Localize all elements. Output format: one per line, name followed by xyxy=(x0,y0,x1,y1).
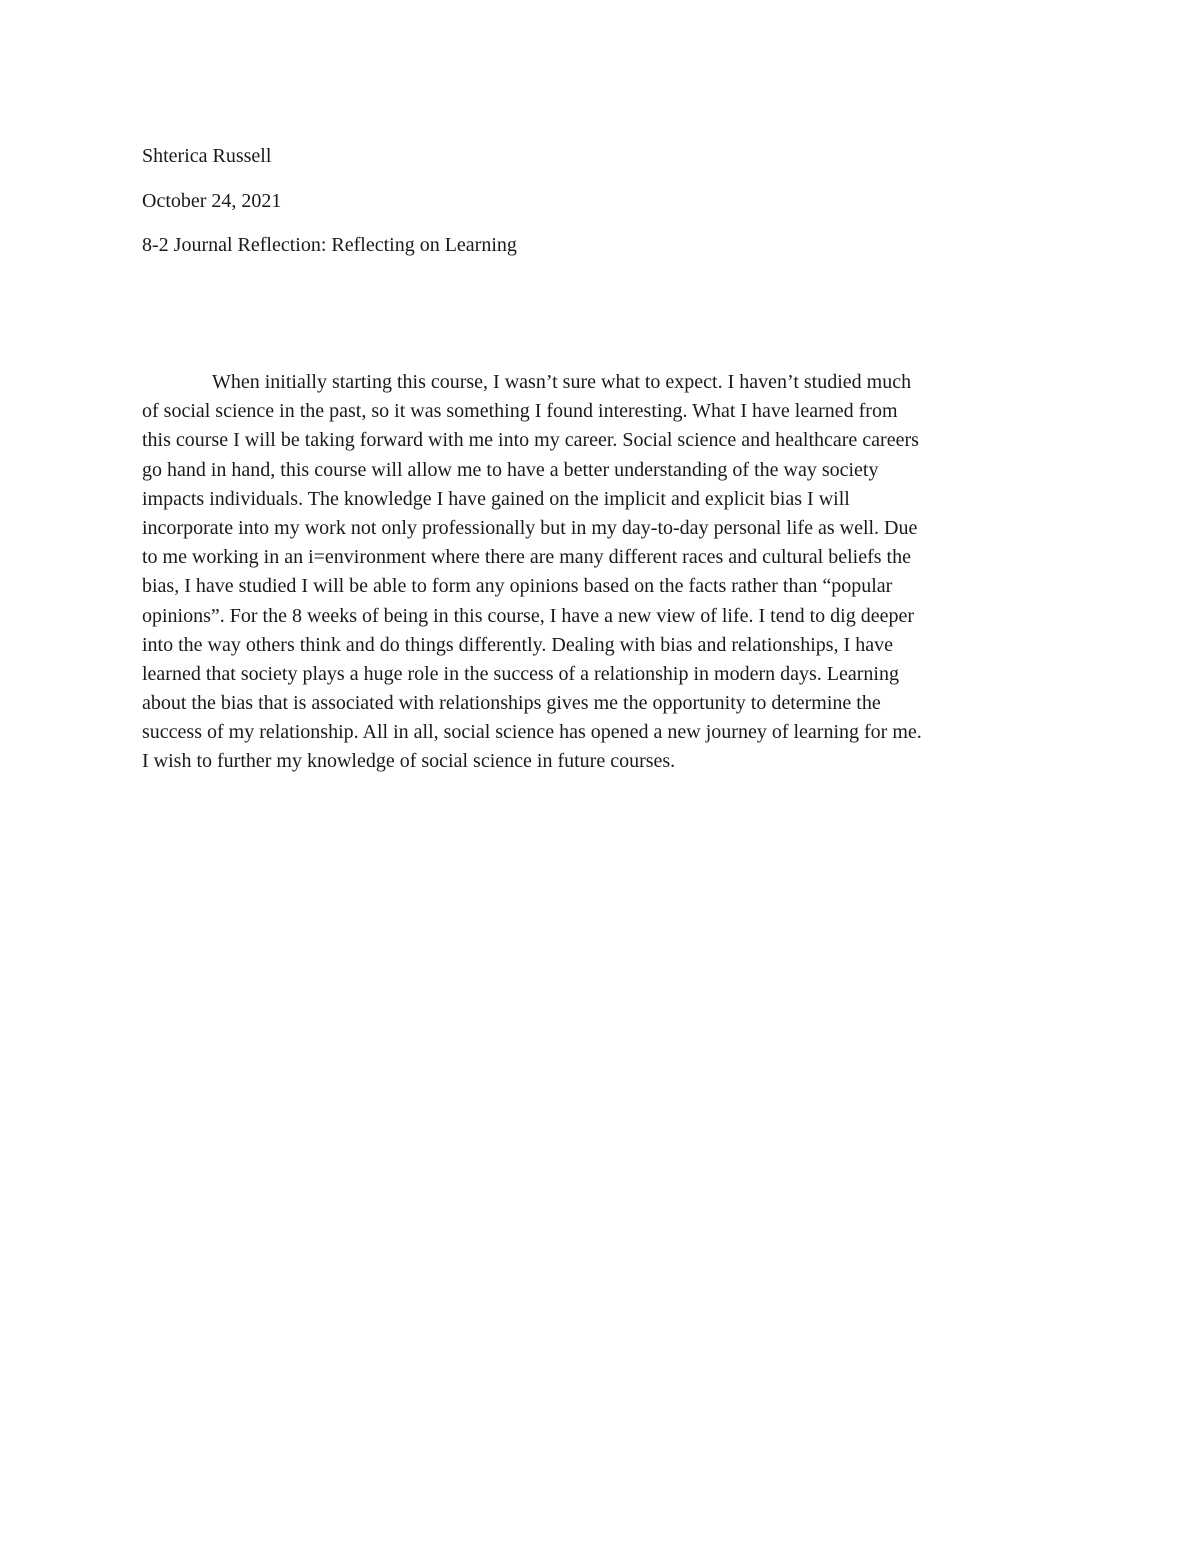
body-line: to me working in an i=environment where there are many different races and cultural beliefs the xyxy=(142,546,911,569)
body-line: of social science in the past, so it was something I found interesting. What I have learned from xyxy=(142,400,898,423)
body-line: impacts individuals. The knowledge I have gained on the implicit and explicit bias I will xyxy=(142,487,850,510)
document-date: October 24, 2021 xyxy=(142,190,282,212)
body-line: go hand in hand, this course will allow me to have a better understanding of the way society xyxy=(142,458,879,481)
body-line: success of my relationship. All in all, social science has opened a new journey of learning for me. xyxy=(142,721,922,744)
body-line: I wish to further my knowledge of social science in future courses. xyxy=(142,750,676,773)
body-line: incorporate into my work not only professionally but in my day-to-day personal life as well. Due xyxy=(142,516,918,539)
body-line: this course I will be taking forward with me into my career. Social science and healthcare careers xyxy=(142,429,919,452)
body-line: opinions”. For the 8 weeks of being in this course, I have a new view of life. I tend to dig deeper xyxy=(142,604,915,627)
body-line: about the bias that is associated with relationships gives me the opportunity to determine the xyxy=(142,692,881,715)
body-line: into the way others think and do things differently. Dealing with bias and relationships, I have xyxy=(142,633,893,656)
body-line: learned that society plays a huge role in the success of a relationship in modern days. Learning xyxy=(142,662,899,685)
body-paragraph xyxy=(142,368,1058,777)
author-name: Shterica Russell xyxy=(142,145,272,167)
body-line: When initially starting this course, I wasn’t sure what to expect. I haven’t studied much xyxy=(212,371,912,393)
body-line: bias, I have studied I will be able to form any opinions based on the facts rather than “popular xyxy=(142,575,893,598)
document-title: 8-2 Journal Reflection: Reflecting on Learning xyxy=(142,234,517,256)
